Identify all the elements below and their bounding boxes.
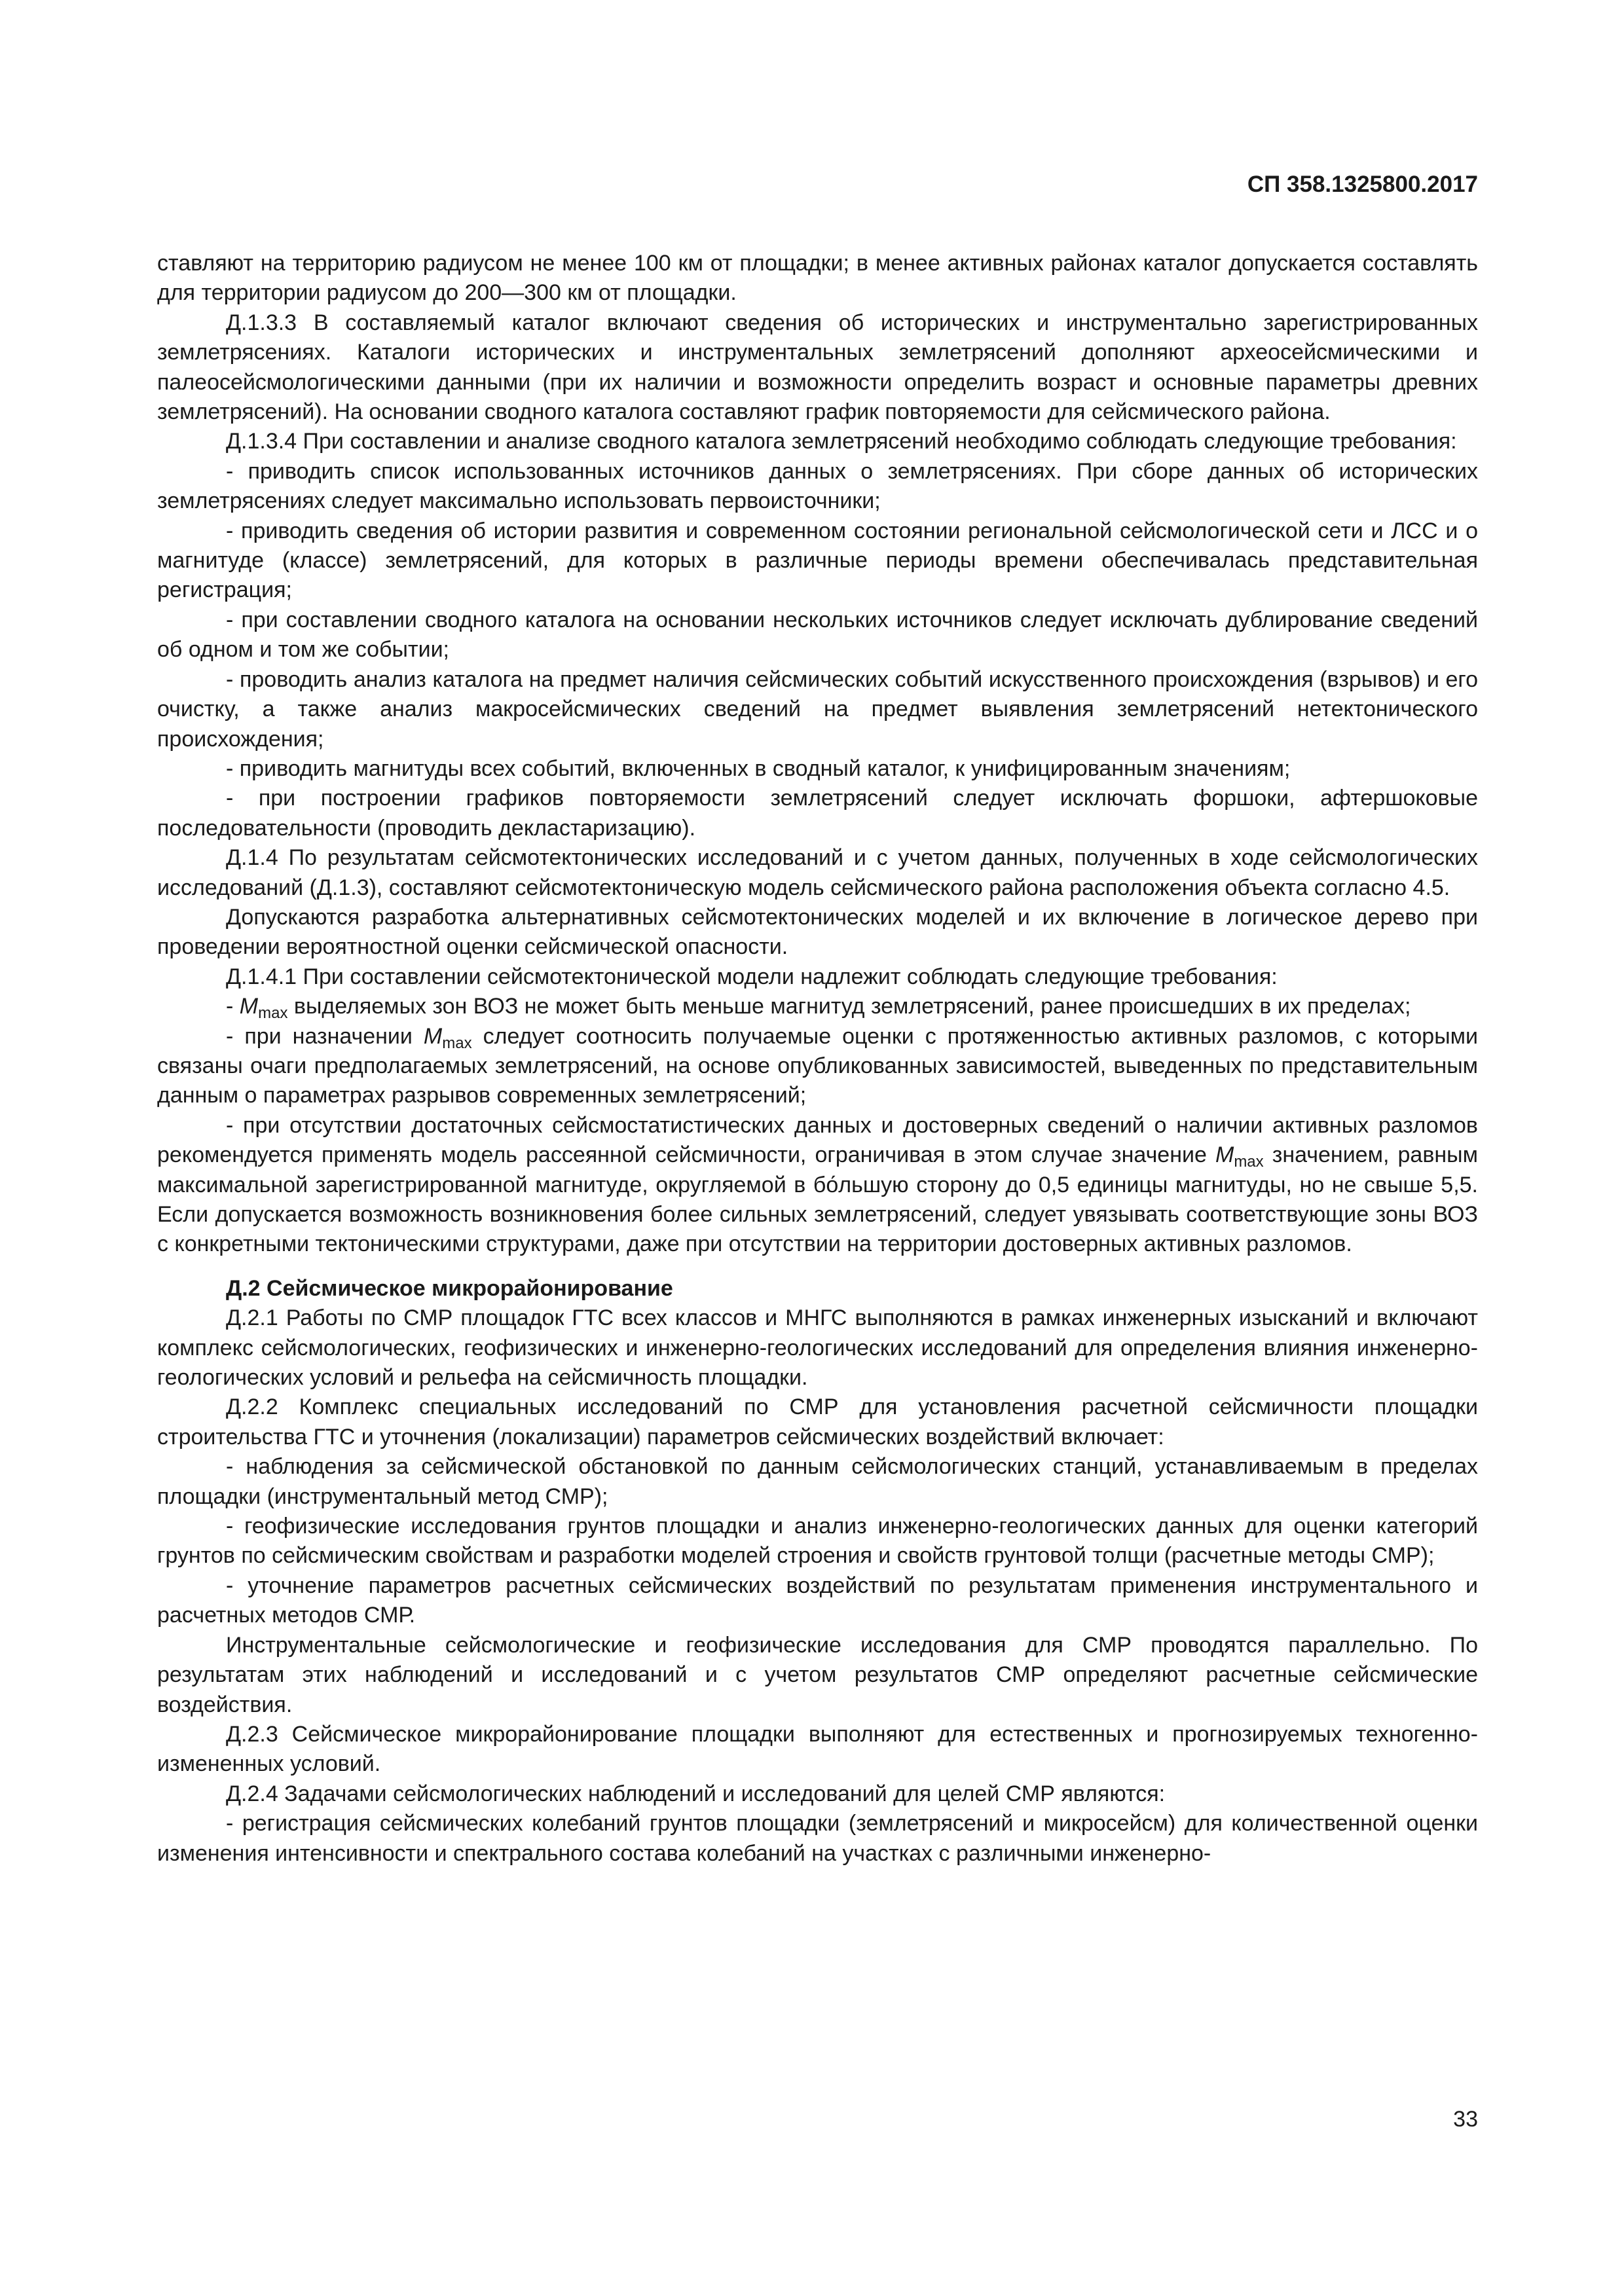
section-heading: Д.2 Сейсмическое микрорайонирование [226, 1275, 673, 1301]
text-run: выделяемых зон ВОЗ не может быть меньше магнитуд землетрясений, ранее происшедших в их пределах; [287, 994, 1411, 1019]
list-item: - при составлении сводного каталога на основании нескольких источников следует исключать дублирование сведений об одном и том же событии; [157, 607, 1478, 663]
list-item: - регистрация сейсмических колебаний грунтов площадки (землетрясений и микросейсм) для количественной оценки изменения интенсивности и спектрального состава колебаний на участках с различными инженерно- [157, 1811, 1478, 1866]
mmax-subscript: max [258, 1004, 288, 1023]
paragraph: Инструментальные сейсмологические и геофизические исследования для СМР проводятся параллельно. По результатам этих наблюдений и исследований и с учетом результатов СМР определяют расчетные сейсмические воздействия. [157, 1632, 1478, 1717]
page-number: 33 [1453, 2107, 1478, 2132]
list-item: - уточнение параметров расчетных сейсмических воздействий по результатам применения инструментального и расчетных методов СМР. [157, 1573, 1478, 1628]
list-item: - приводить сведения об истории развития и современном состоянии региональной сейсмологической сети и ЛСС и о магнитуде (классе) землетрясений, для которых в различные периоды времени обеспечивалась представительная регистрация; [157, 518, 1478, 603]
text-run: значением, равным максимальной зарегистрированной магнитуде, округляемой в бо́льшую сторону до 0,5 единицы магнитуды, но не свыше 5,5. Если допускается возможность возникновения более сильных землетрясений, следует увязывать соответствующие зоны ВОЗ с конкретными тектоническими структурами, даже при отсутствии на территории достоверных активных разломов. [157, 1142, 1478, 1257]
paragraph: Д.2.3 Сейсмическое микрорайонирование площадки выполняют для естественных и прогнозируемых техногенно-измененных условий. [157, 1721, 1478, 1777]
text-run: - при назначении [226, 1023, 424, 1049]
list-item: - при построении графиков повторяемости землетрясений следует исключать форшоки, афтершоковые последовательности (проводить декластаризацию). [157, 786, 1478, 841]
list-item-mmax-2 [157, 1022, 1478, 1111]
mmax-subscript: max [1234, 1153, 1264, 1171]
page-body [157, 249, 1478, 1868]
paragraph: Допускаются разработка альтернативных сейсмотектонических моделей и их включение в логическое дерево при проведении вероятностной оценки сейсмической опасности. [157, 904, 1478, 960]
mmax-symbol: M [1215, 1142, 1234, 1168]
document-code-header: СП 358.1325800.2017 [1247, 172, 1478, 197]
paragraph: ставляют на территорию радиусом не менее 100 км от площадки; в менее активных районах каталог допускается составлять для территории радиусом до 200—300 км от площадки. [157, 251, 1478, 306]
text-run: следует соотносить получаемые оценки с протяженностью активных разломов, с которыми связаны очаги предполагаемых землетрясений, на основе опубликованных зависимостей, выведенных по представительным данным о параметрах разрывов современных землетрясений; [157, 1023, 1478, 1108]
list-item-mmax-3 [157, 1111, 1478, 1260]
list-item: - наблюдения за сейсмической обстановкой по данным сейсмологических станций, устанавливаемым в пределах площадки (инструментальный метод СМР); [157, 1454, 1478, 1509]
mmax-symbol: M [423, 1023, 443, 1049]
list-item: - проводить анализ каталога на предмет наличия сейсмических событий искусственного происхождения (взрывов) и его очистку, а также анализ макросейсмических сведений на предмет выявления землетрясений нетектонического происхождения; [157, 666, 1478, 752]
paragraph: Д.1.3.4 При составлении и анализе сводного каталога землетрясений необходимо соблюдать следующие требования: [226, 429, 1457, 454]
paragraph: Д.1.4 По результатам сейсмотектонических исследований и с учетом данных, полученных в ходе сейсмологических исследований (Д.1.3), составляют сейсмотектоническую модель сейсмического района расположения объекта согласно 4.5. [157, 845, 1478, 900]
paragraph: Д.2.4 Задачами сейсмологических наблюдений и исследований для целей СМР являются: [226, 1781, 1166, 1806]
list-item: - приводить список использованных источников данных о землетрясениях. При сборе данных об исторических землетрясениях следует максимально использовать первоисточники; [157, 458, 1478, 514]
paragraph: Д.2.1 Работы по СМР площадок ГТС всех классов и МНГС выполняются в рамках инженерных изысканий и включают комплекс сейсмологических, геофизических и инженерно-геологических исследований для определения влияния инженерно-геологических условий и рельефа на сейсмичность площадки. [157, 1305, 1478, 1391]
list-item-mmax-1 [157, 992, 1478, 1021]
mmax-symbol: M [239, 994, 259, 1019]
paragraph: Д.1.4.1 При составлении сейсмотектонической модели надлежит соблюдать следующие требования: [226, 964, 1278, 989]
paragraph: Д.1.3.3 В составляемый каталог включают сведения об исторических и инструментально зарегистрированных землетрясениях. Каталоги исторических и инструментальных землетрясений дополняют археосейсмическими и палеосейсмологическими данными (при их наличии и возможности определить возраст и основные параметры древних землетрясений). На основании сводного каталога составляют график повторяемости для сейсмического района. [157, 310, 1478, 425]
text-run: - при отсутствии достаточных сейсмостатистических данных и достоверных сведений о наличии активных разломов рекомендуется применять модель рассеянной сейсмичности, ограничивая в этом случае значение [157, 1112, 1478, 1168]
list-item: - приводить магнитуды всех событий, включенных в сводный каталог, к унифицированным значениям; [226, 756, 1291, 781]
mmax-subscript: max [442, 1034, 472, 1052]
list-item: - геофизические исследования грунтов площадки и анализ инженерно-геологических данных для оценки категорий грунтов по сейсмическим свойствам и разработки моделей строения и свойств грунтовой толщи (расчетные методы СМР); [157, 1514, 1478, 1569]
paragraph: Д.2.2 Комплекс специальных исследований по СМР для установления расчетной сейсмичности площадки строительства ГТС и уточнения (локализации) параметров сейсмических воздействий включает: [157, 1394, 1478, 1449]
text-run: - [226, 994, 240, 1019]
